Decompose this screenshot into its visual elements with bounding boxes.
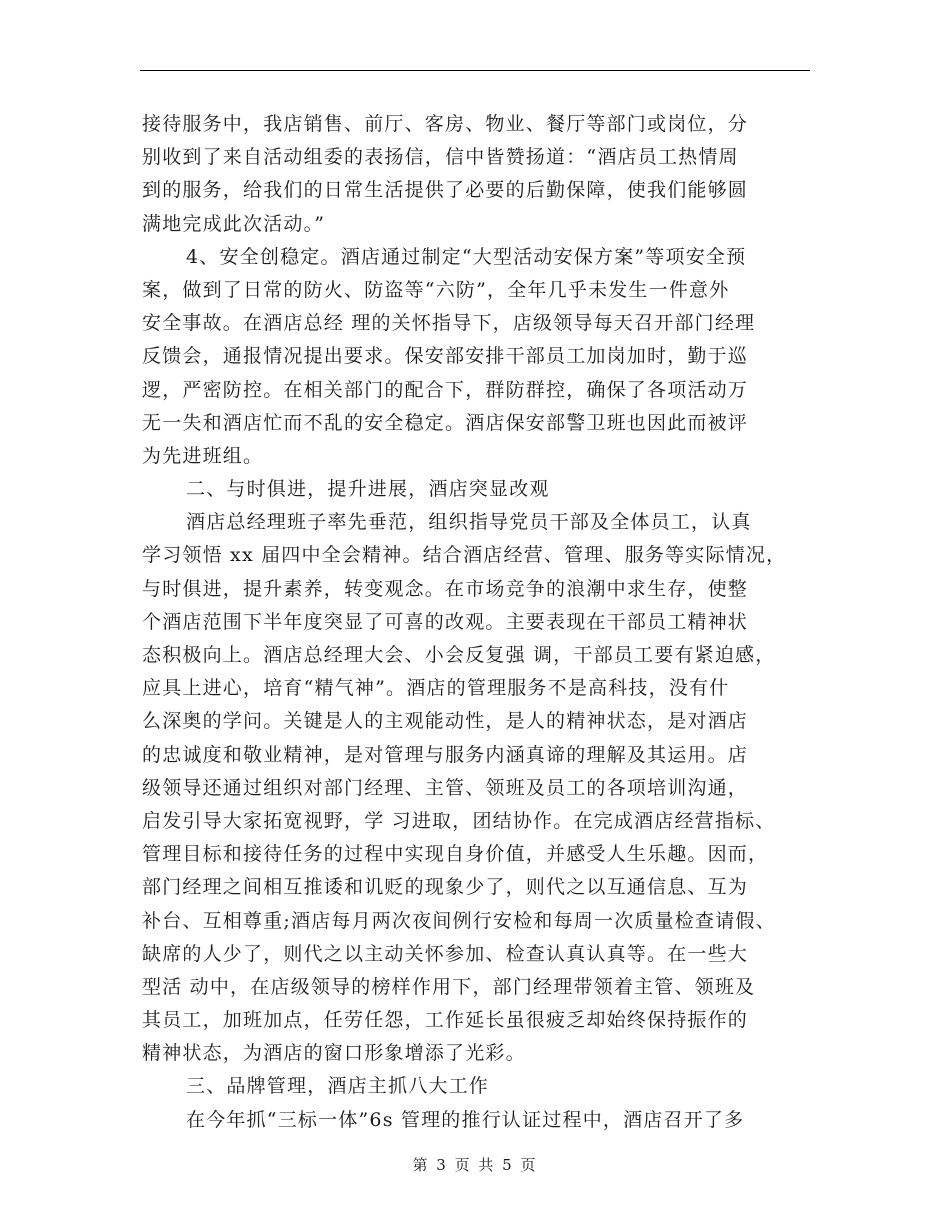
text-line: 个酒店范围下半年度突显了可喜的改观。主要表现在干部员工精神状: [142, 610, 749, 633]
text-line: 么深奥的学问。关键是人的主观能动性，是人的精神状态，是对酒店: [142, 710, 749, 733]
text-line: 启发引导大家拓宽视野，学 习进取，团结协作。在完成酒店经营指标、: [142, 809, 776, 832]
text-line: 接待服务中，我店销售、前厅、客房、物业、餐厅等部门或岗位，分: [142, 113, 749, 135]
text-line: 其员工，加班加点，任劳任怨，工作延长虽很疲乏却始终保持振作的: [142, 1009, 749, 1032]
text-line: 在今年抓“三标一体”6s 管理的推行认证过程中，酒店召开了多: [186, 1108, 745, 1131]
text-line: 与时俱进，提升素养，转变观念。在市场竞争的浪潮中求生存，使整: [142, 577, 749, 600]
text-line: 应具上进心，培育“精气神”。酒店的管理服务不是高科技，没有什: [142, 677, 730, 700]
text-line: 级领导还通过组织对部门经理、主管、领班及员工的各项培训沟通，: [142, 776, 749, 799]
text-line: 酒店总经理班子率先垂范，组织指导党员干部及全体员工，认真: [186, 511, 752, 534]
text-line: 的忠诚度和敬业精神，是对管理与服务内涵真谛的理解及其运用。店: [142, 743, 749, 766]
text-line: 学习领悟 xx 届四中全会精神。结合酒店经营、管理、服务等实际情况，: [142, 544, 787, 567]
text-line: 4、安全创稳定。酒店通过制定“大型活动安保方案”等项安全预: [186, 245, 747, 268]
text-line: 安全事故。在酒店总经 理的关怀指导下，店级领导每天召开部门经理: [142, 312, 756, 335]
text-line: 态积极向上。酒店总经理大会、小会反复强 调，干部员工要有紧迫感，: [142, 644, 776, 666]
text-line: 逻，严密防控。在相关部门的配合下，群防群控，确保了各项活动万: [142, 378, 749, 401]
text-line: 管理目标和接待任务的过程中实现自身价值，并感受人生乐趣。因而，: [142, 843, 769, 866]
text-line: 无一失和酒店忙而不乱的安全稳定。酒店保安部警卫班也因此而被评: [142, 411, 749, 434]
text-line: 二、与时俱进，提升进展，酒店突显改观: [186, 478, 550, 501]
text-line: 反馈会，通报情况提出要求。保安部安排干部员工加岗加时，勤于巡: [142, 345, 749, 368]
text-line: 为先进班组。: [142, 444, 264, 467]
text-line: 满地完成此次活动。”: [142, 212, 326, 235]
text-line: 补台、互相尊重;酒店每月两次夜间例行安检和每周一次质量检查请假、: [142, 909, 776, 932]
document-body: [142, 108, 810, 1137]
text-line: 三、品牌管理，酒店主抓八大工作: [186, 1075, 490, 1098]
text-line: 案，做到了日常的防火、防盗等“六防”，全年几乎未发生一件意外: [142, 278, 730, 301]
text-line: 部门经理之间相互推诿和讥贬的现象少了，则代之以互通信息、互为: [142, 876, 749, 899]
page-number: 第 3 页 共 5 页: [412, 1156, 538, 1174]
text-line: 型活 动中，在店级领导的榜样作用下，部门经理带领着主管、领班及: [142, 975, 756, 998]
text-line: 缺席的人少了，则代之以主动关怀参加、检查认真认真等。在一些大: [142, 942, 749, 965]
text-line: 到的服务，给我们的日常生活提供了必要的后勤保障，使我们能够圆: [142, 179, 749, 202]
header-rule: [140, 70, 810, 71]
text-line: 别收到了来自活动组委的表扬信，信中皆赞扬道：“酒店员工热情周: [142, 146, 739, 169]
text-line: 精神状态，为酒店的窗口形象增添了光彩。: [142, 1042, 526, 1065]
